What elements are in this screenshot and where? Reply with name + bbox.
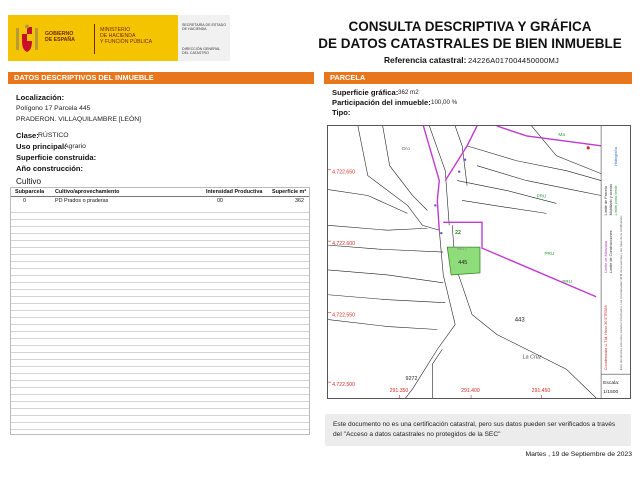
gobierno-text xyxy=(45,31,75,43)
coat-of-arms-icon xyxy=(14,24,40,54)
cell-superficie: 362 xyxy=(295,198,304,204)
cell-intensidad: 00 xyxy=(217,198,223,204)
marker xyxy=(440,232,442,234)
cell-subparcela: 0 xyxy=(23,198,26,204)
parcel-label-ma: Ma xyxy=(558,132,566,138)
y-label-3: 4.722.550 xyxy=(332,312,356,319)
localizacion-line1: Polígono 17 Parcela 445 xyxy=(16,105,91,112)
x-label-1: 291.350 xyxy=(389,388,409,395)
cultivo-table xyxy=(10,187,310,435)
logo-yellow-panel xyxy=(8,15,178,61)
direccion-text xyxy=(182,47,220,56)
logo-divider xyxy=(94,24,95,54)
ministerio-line2: DE HACIENDA xyxy=(100,33,136,39)
marker xyxy=(458,170,460,172)
localizacion-label: Localización: xyxy=(16,93,65,102)
document-date: Martes , 19 de Septiembre de 2023 xyxy=(525,451,632,458)
empty-table-rows xyxy=(11,206,309,434)
header-superficie: Superficie m² xyxy=(272,189,307,195)
title-line1: CONSULTA DESCRIPTIVA Y GRÁFICA xyxy=(348,19,592,34)
parcel-label-pru-2: PRU xyxy=(544,251,555,257)
legend-hidrografia: Hidrografía xyxy=(613,147,618,166)
cadastral-map[interactable] xyxy=(327,125,631,399)
vertical-note: Este documento sólo tiene carácter informativo. Las coordenadas UTM de la parcela y las rutas de la certificación. xyxy=(618,215,623,371)
legend-parcela: Límite de Parcela xyxy=(604,186,609,216)
parcel-label-pru-3: PRU xyxy=(562,278,572,284)
superficie-grafica-value: 362 m2 xyxy=(398,89,419,96)
participacion-value: 100,00 % xyxy=(431,99,458,106)
disclaimer-text: Este documento no es una certificación catastral, pero sus datos pueden ser verificados a través del "Acceso a datos catastrales no protegidos de la SEC" xyxy=(333,421,616,438)
disclaimer-box xyxy=(325,414,631,446)
gobierno-line1: GOBIERNO xyxy=(45,31,74,37)
y-label-4: 4.722.500 xyxy=(332,382,356,389)
header-cultivo: Cultivo/aprovechamiento xyxy=(55,189,120,195)
y-label-1: 4.722.650 xyxy=(332,169,356,176)
cultivo-title: Cultivo xyxy=(16,177,42,186)
parcel-label-443: 443 xyxy=(514,317,525,324)
direccion-line1: DIRECCIÓN GENERAL xyxy=(182,47,221,51)
parcel-label-9017: 9017 xyxy=(457,246,468,252)
secretaria-line1: SECRETARÍA DE ESTADO xyxy=(182,23,226,27)
parcel-label-445: 445 xyxy=(458,259,468,266)
page-title xyxy=(300,18,640,52)
ministerio-line1: MINISTERIO xyxy=(100,27,131,33)
participacion-label: Participación del inmueble: xyxy=(332,98,431,107)
place-label-la-cruz: La Cruz xyxy=(522,354,542,361)
uso-principal-label: Uso principal: xyxy=(16,142,67,151)
parcela-title: PARCELA xyxy=(330,73,366,82)
marker xyxy=(434,204,436,206)
parcel-label-9272: 9272 xyxy=(405,376,418,383)
y-label-2: 4.722.600 xyxy=(332,241,356,248)
datos-descriptivos-bar xyxy=(8,72,314,84)
ministerio-line3: Y FUNCIÓN PÚBLICA xyxy=(100,39,153,45)
section-title-prefix: DATOS DESCRIPTIVOS DEL xyxy=(14,73,116,82)
header-intensidad: Intensidad Productiva xyxy=(206,189,263,195)
header-subparcela: Subparcela xyxy=(15,189,45,195)
localizacion-line2: PRADERON. VILLAQUILAMBRE [LEÓN] xyxy=(16,116,142,123)
parcela-bar xyxy=(324,72,632,84)
secretaria-line2: DE HACIENDA xyxy=(182,27,207,32)
tipo-label: Tipo: xyxy=(332,108,351,117)
gobierno-line2: DE ESPAÑA xyxy=(45,37,75,43)
superficie-construida-label: Superficie construida: xyxy=(16,153,97,162)
cell-cultivo: PD Prados o praderas xyxy=(55,198,109,204)
legend-manzana: Límite de Manzana xyxy=(604,240,609,273)
direccion-line2: DEL CATASTRO xyxy=(182,51,209,56)
government-logo xyxy=(8,15,230,61)
clase-label: Clase: xyxy=(16,131,39,140)
legend-mobiliario: Mobiliario y aceras xyxy=(609,183,614,216)
table-header-row xyxy=(11,188,309,197)
referencia-label: Referencia catastral: xyxy=(384,55,467,65)
legend-zona-verde: Límite zona verde xyxy=(613,185,618,216)
clase-value: RÚSTICO xyxy=(38,132,69,139)
x-label-3: 291.450 xyxy=(531,388,551,395)
parcel-label-oro: Oro xyxy=(401,146,410,152)
legend-construcciones: Límite de Construcciones xyxy=(609,230,614,273)
red-marker xyxy=(587,146,590,149)
section-title-bold: INMUEBLE xyxy=(115,73,154,82)
parcel-label-pru-1: PRU xyxy=(536,193,547,199)
parcel-label-22: 22 xyxy=(455,230,461,237)
uso-principal-value: Agrario xyxy=(64,143,86,150)
marker xyxy=(464,159,466,161)
title-line2: DE DATOS CATASTRALES DE BIEN INMUEBLE xyxy=(318,36,622,51)
escala-value: 1/1500 xyxy=(603,390,619,396)
referencia-value: 24226A017004450000MJ xyxy=(468,56,559,65)
coord-note: Coordenadas U.T.M. Huso 30 ETRS89 xyxy=(604,305,609,371)
x-label-2: 291.400 xyxy=(461,388,480,395)
superficie-grafica-label: Superficie gráfica: xyxy=(332,88,399,97)
escala-label: Escala: xyxy=(603,381,620,387)
ministerio-text xyxy=(100,27,152,45)
anio-construccion-label: Año construcción: xyxy=(16,164,84,173)
secretaria-text xyxy=(182,23,226,32)
